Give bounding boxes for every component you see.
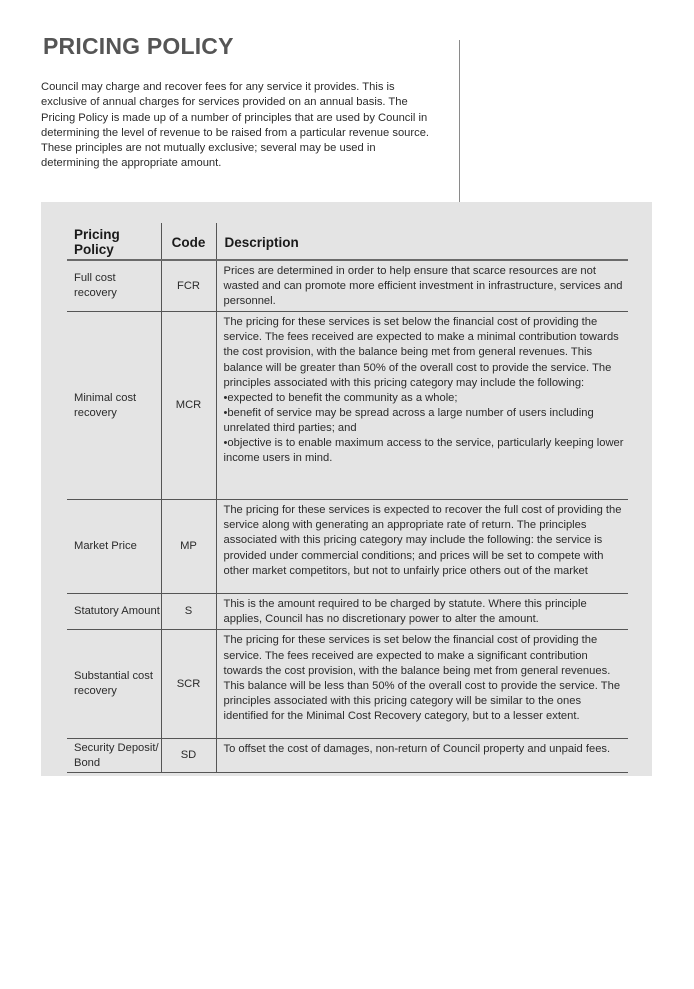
table-row xyxy=(67,630,628,739)
table-row xyxy=(67,260,628,312)
description-text: The pricing for these services is set below the financial cost of providing the service. The fees received are expected to make a minimal contribution towards the cost provision, with the balance being met from general revenues. This balance will be greater than 50% of the overall cost to provide the service. The principles associated with this pricing category may include the following: xyxy=(223,316,619,389)
table-row xyxy=(67,594,628,630)
row-policy-name: Market Price xyxy=(67,500,161,594)
row-policy-name: Statutory Amount xyxy=(67,594,161,630)
row-code: MP xyxy=(161,500,216,594)
vertical-divider xyxy=(459,40,460,202)
row-description xyxy=(216,260,628,312)
bullet-item: •benefit of service may be spread across a large number of users including unrelated third parties; and xyxy=(223,406,594,434)
table-row xyxy=(67,312,628,500)
row-policy-name: Minimal cost recovery xyxy=(67,312,161,500)
description-text: Prices are determined in order to help ensure that scarce resources are not wasted and can promote more efficient investment in infrastructure, services and personnel. xyxy=(223,265,623,308)
description-text: The pricing for these services is set below the financial cost of providing the service. The fees received are expected to make a significant contribution towards the cost provision, with the balance being met from general revenues. This balance will be less than 50% of the overall cost to provide the service. The principles associated with this pricing category will be similar to the ones identified for the Minimal Cost Recovery category, but to a lesser extent. xyxy=(223,634,621,722)
row-description xyxy=(216,594,628,630)
row-code: S xyxy=(161,594,216,630)
row-description xyxy=(216,630,628,739)
pricing-policy-table xyxy=(67,223,628,773)
page-title: PRICING POLICY xyxy=(43,33,234,59)
description-text: To offset the cost of damages, non-return of Council property and unpaid fees. xyxy=(223,743,611,756)
description-text: The pricing for these services is expected to recover the full cost of providing the service along with generating an appropriate rate of return. The principles associated with this pricing category may include the following: the service is provided under commercial conditions; and prices will be set to compete with other market competitors, but not to unfairly price others out of the market xyxy=(223,504,622,577)
table-header-row xyxy=(67,223,628,260)
description-text: This is the amount required to be charged by statute. Where this principle applies, Council has no discretionary power to alter the amount. xyxy=(223,598,587,626)
intro-paragraph: Council may charge and recover fees for any service it provides. This is exclusive of annual charges for services provided on an annual basis. The Pricing Policy is made up of a number of principles that are used by Council in determining the level of revenue to be raised from a particular revenue source. These principles are not mutually exclusive; several may be used in determining the appropriate amount. xyxy=(41,81,430,170)
row-code: MCR xyxy=(161,312,216,500)
row-code: SD xyxy=(161,739,216,773)
header-pricing-policy: Pricing Policy xyxy=(67,223,161,260)
bullet-item: •expected to benefit the community as a whole; xyxy=(223,391,458,404)
row-policy-name: Full cost recovery xyxy=(67,260,161,312)
row-policy-name: Security Deposit/ Bond xyxy=(67,739,161,773)
header-description: Description xyxy=(216,223,628,260)
row-description xyxy=(216,500,628,594)
bullet-item: •objective is to enable maximum access to the service, particularly keeping lower income users in mind. xyxy=(223,437,624,465)
row-code: FCR xyxy=(161,260,216,312)
row-description xyxy=(216,739,628,773)
header-code: Code xyxy=(161,223,216,260)
row-policy-name: Substantial cost recovery xyxy=(67,630,161,739)
table-row xyxy=(67,739,628,773)
row-description xyxy=(216,312,628,500)
table-row xyxy=(67,500,628,594)
row-code: SCR xyxy=(161,630,216,739)
